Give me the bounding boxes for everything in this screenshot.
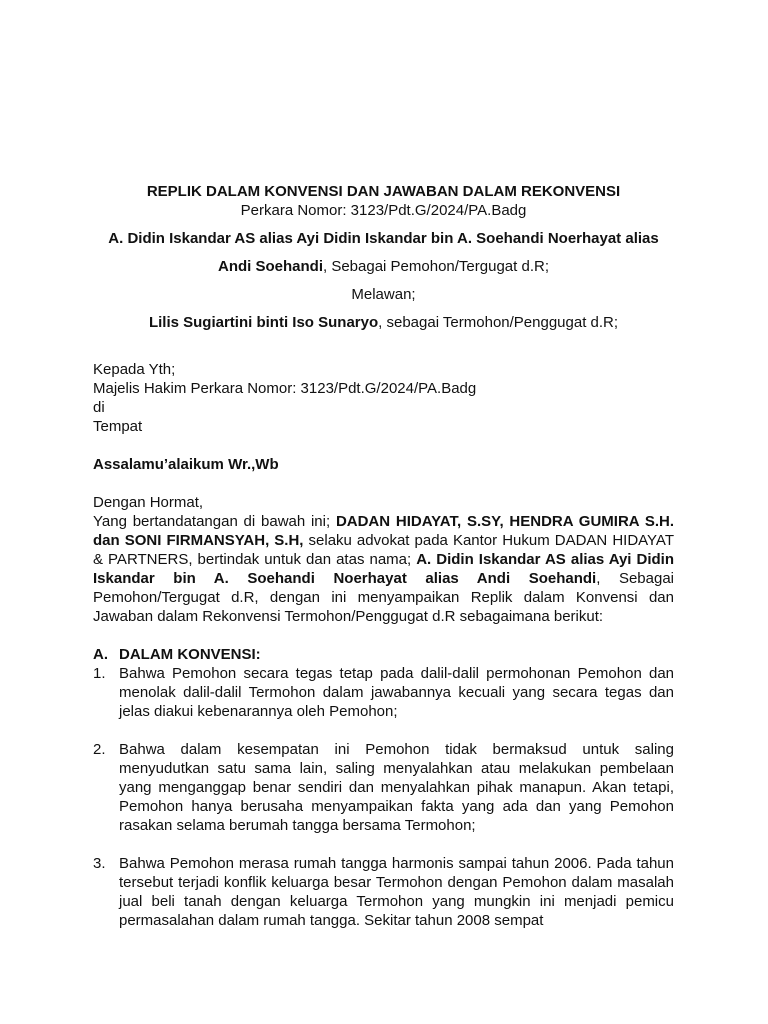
opening-paragraph bbox=[93, 512, 674, 626]
lawyers-names: DADAN HIDAYAT, S.SY, HENDRA GUMIRA S.H. dan SONI FIRMANSYAH, S.H, bbox=[93, 513, 675, 549]
list-item-text: Bahwa Pemohon secara tegas tetap pada dalil-dalil permohonan Pemohon dan menolak dalil-dalil Termohon dalam jawabannya kecuali yang secara tegas dan jelas diakui kebenarannya oleh Pemohon; bbox=[119, 665, 674, 720]
client-name: A. Didin Iskandar AS alias Ayi Didin Iskandar bin A. Soehandi Noerhayat alias Andi Soehandi bbox=[93, 551, 675, 587]
section-a-heading bbox=[93, 645, 674, 664]
list-item bbox=[93, 740, 674, 835]
intro-part-3: , Sebagai Pemohon/Tergugat d.R, dengan ini menyampaikan Replik dalam Konvensi dan Jawaban dalam Rekonvensi Termohon/Penggugat d.R sebagaimana berikut: bbox=[93, 570, 674, 625]
list-item-text: Bahwa dalam kesempatan ini Pemohon tidak bermaksud untuk saling menyudutkan satu sama lain, saling menyalahkan atau melakukan pembelaan yang menganggap benar sendiri dan menyalahkan pihak manapun. Akan tetapi, Pemohon hanya berusaha menyampaikan fakta yang ada dan yang Pemohon rasakan selama berumah tangga bersama Termohon; bbox=[119, 741, 674, 834]
petitioner-line-1 bbox=[93, 229, 674, 248]
salutation: Dengan Hormat, bbox=[93, 494, 204, 511]
greeting: Assalamu’alaikum Wr.,Wb bbox=[93, 456, 279, 473]
section-a-letter: A. bbox=[93, 646, 108, 663]
document-body bbox=[93, 182, 674, 930]
intro-part-2: selaku advokat pada Kantor Hukum DADAN HIDAYAT & PARTNERS, bertindak untuk dan atas nama; bbox=[93, 532, 674, 568]
case-number: Perkara Nomor: 3123/Pdt.G/2024/PA.Badg bbox=[240, 202, 527, 219]
address-block bbox=[93, 360, 674, 436]
versus-label: Melawan; bbox=[351, 286, 416, 303]
address-at: di bbox=[93, 399, 105, 416]
document-title: REPLIK DALAM KONVENSI DAN JAWABAN DALAM REKONVENSI bbox=[146, 183, 621, 200]
section-a-title: DALAM KONVENSI: bbox=[119, 646, 261, 663]
list-item-number: 2. bbox=[93, 741, 106, 758]
address-place: Tempat bbox=[93, 418, 143, 435]
respondent-name: Lilis Sugiartini binti Iso Sunaryo bbox=[148, 314, 379, 331]
petitioner-name-part-2: Andi Soehandi bbox=[218, 258, 323, 275]
list-item-number: 3. bbox=[93, 855, 106, 872]
list-item bbox=[93, 854, 674, 930]
respondent-line bbox=[93, 313, 674, 332]
list-item-number: 1. bbox=[93, 665, 106, 682]
list-item-text: Bahwa Pemohon merasa rumah tangga harmonis sampai tahun 2006. Pada tahun tersebut terjadi konflik keluarga besar Termohon dengan Pemohon dalam masalah jual beli tanah dengan keluarga Termohon yang mungkin ini menjadi pemicu permasalahan dalam rumah tangga. Sekitar tahun 2008 sempat bbox=[119, 855, 674, 929]
petitioner-name-part-1: A. Didin Iskandar AS alias Ayi Didin Iskandar bin A. Soehandi Noerhayat alias bbox=[108, 230, 659, 247]
petitioner-line-2 bbox=[93, 257, 674, 276]
address-to: Kepada Yth; bbox=[93, 361, 176, 378]
petitioner-role: , Sebagai Pemohon/Tergugat d.R; bbox=[323, 258, 549, 275]
address-recipient: Majelis Hakim Perkara Nomor: 3123/Pdt.G/2024/PA.Badg bbox=[93, 380, 477, 397]
respondent-role: , sebagai Termohon/Penggugat d.R; bbox=[378, 314, 619, 331]
section-a-list bbox=[93, 664, 674, 930]
intro-part-1: Yang bertandatangan di bawah ini; bbox=[93, 513, 336, 530]
list-item bbox=[93, 664, 674, 721]
